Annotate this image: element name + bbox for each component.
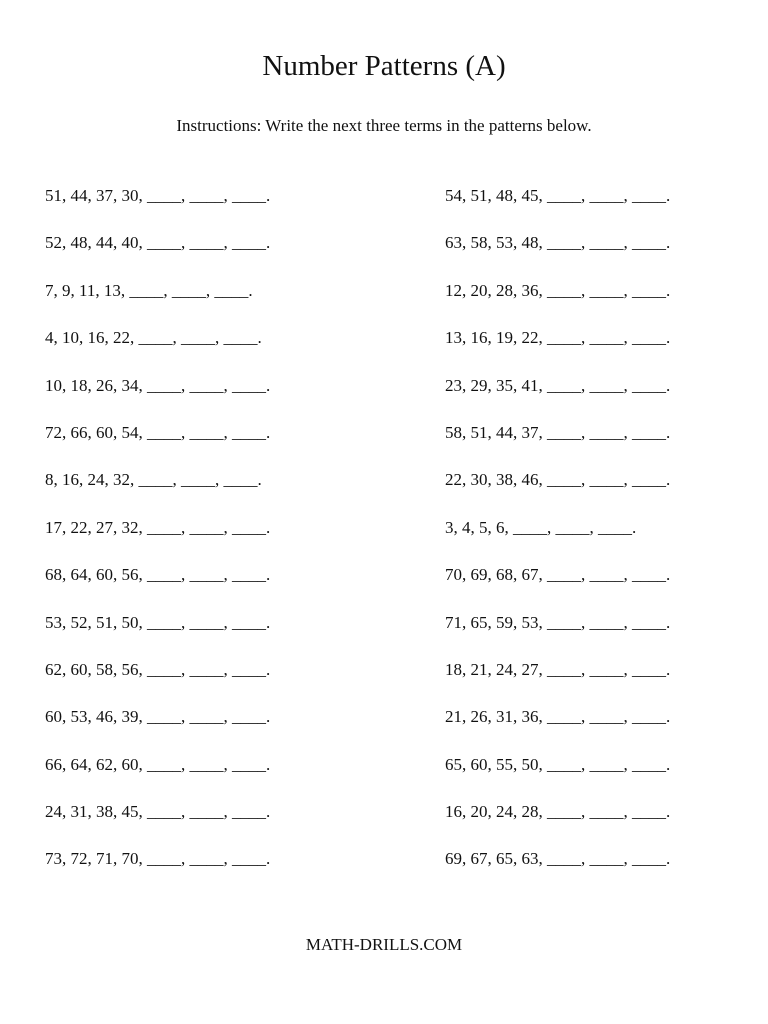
answer-blanks: , ____, ____, ____. (538, 707, 671, 727)
answer-blanks: , ____, ____, ____. (138, 565, 271, 585)
number-pattern-problem (445, 612, 768, 659)
answer-blanks: , ____, ____, ____. (130, 470, 262, 490)
answer-blanks: , ____, ____, ____. (538, 328, 671, 348)
footer-site-name: MATH-DRILLS.COM (305, 935, 463, 954)
pattern-terms: 63, 58, 53, 48 (445, 233, 539, 253)
number-pattern-problem (45, 375, 375, 422)
answer-blanks: , ____, ____, ____. (138, 802, 271, 822)
pattern-terms: 52, 48, 44, 40 (45, 233, 139, 253)
number-pattern-problem (445, 564, 768, 611)
instructions-text: Instructions: Write the next three terms in the patterns below. (176, 116, 592, 135)
answer-blanks: , ____, ____, ____. (538, 280, 671, 300)
pattern-terms: 62, 60, 58, 56 (45, 659, 139, 679)
number-pattern-problem (45, 232, 375, 279)
pattern-terms: 12, 20, 28, 36 (445, 280, 539, 300)
pattern-terms: 71, 65, 59, 53 (445, 612, 539, 632)
pattern-terms: 68, 64, 60, 56 (45, 565, 139, 585)
answer-blanks: , ____, ____, ____. (138, 422, 271, 442)
number-pattern-problem (45, 422, 375, 469)
pattern-terms: 53, 52, 51, 50 (45, 612, 139, 632)
pattern-terms: 73, 72, 71, 70 (45, 849, 139, 869)
number-pattern-problem (45, 801, 375, 848)
pattern-terms: 69, 67, 65, 63 (445, 849, 539, 869)
number-pattern-problem (445, 659, 768, 706)
pattern-terms: 66, 64, 62, 60 (45, 754, 139, 774)
pattern-terms: 17, 22, 27, 32 (45, 517, 139, 537)
pattern-terms: 18, 21, 24, 27 (445, 659, 539, 679)
number-pattern-problem (445, 801, 768, 848)
answer-blanks: , ____, ____, ____. (138, 707, 271, 727)
pattern-terms: 51, 44, 37, 30 (45, 186, 139, 205)
number-pattern-problem (445, 280, 768, 327)
pattern-terms: 24, 31, 38, 45 (45, 802, 139, 822)
answer-blanks: , ____, ____, ____. (120, 280, 253, 300)
pattern-terms: 21, 26, 31, 36 (445, 707, 539, 727)
answer-blanks: , ____, ____, ____. (538, 233, 671, 253)
number-pattern-problem (445, 327, 768, 374)
answer-blanks: , ____, ____, ____. (138, 517, 271, 537)
pattern-terms: 3, 4, 5, 6 (445, 517, 505, 537)
answer-blanks: , ____, ____, ____. (538, 802, 671, 822)
answer-blanks: , ____, ____, ____. (538, 612, 671, 632)
answer-blanks: , ____, ____, ____. (538, 754, 671, 774)
answer-blanks: , ____, ____, ____. (138, 186, 271, 205)
number-pattern-problem (445, 422, 768, 469)
number-pattern-problem (45, 280, 375, 327)
pattern-terms: 13, 16, 19, 22 (445, 328, 539, 348)
pattern-terms: 4, 10, 16, 22 (45, 328, 130, 348)
number-pattern-problem (445, 375, 768, 422)
answer-blanks: , ____, ____, ____. (504, 517, 637, 537)
pattern-terms: 70, 69, 68, 67 (445, 565, 539, 585)
right-problem-column (445, 185, 768, 896)
left-problem-column (45, 185, 375, 896)
number-pattern-problem (45, 564, 375, 611)
worksheet-title: Number Patterns (A) (262, 50, 506, 82)
number-pattern-problem (45, 659, 375, 706)
answer-blanks: , ____, ____, ____. (138, 612, 271, 632)
answer-blanks: , ____, ____, ____. (138, 849, 271, 869)
pattern-terms: 23, 29, 35, 41 (445, 375, 539, 395)
answer-blanks: , ____, ____, ____. (538, 849, 671, 869)
number-pattern-problem (45, 517, 375, 564)
answer-blanks: , ____, ____, ____. (538, 659, 671, 679)
answer-blanks: , ____, ____, ____. (138, 659, 271, 679)
number-pattern-problem (45, 612, 375, 659)
answer-blanks: , ____, ____, ____. (538, 470, 671, 490)
number-pattern-problem (445, 517, 768, 564)
answer-blanks: , ____, ____, ____. (538, 565, 671, 585)
number-pattern-problem (45, 706, 375, 753)
answer-blanks: , ____, ____, ____. (538, 186, 671, 205)
number-pattern-problem (45, 848, 375, 895)
number-pattern-problem (45, 469, 375, 516)
pattern-terms: 10, 18, 26, 34 (45, 375, 139, 395)
pattern-terms: 22, 30, 38, 46 (445, 470, 539, 490)
answer-blanks: , ____, ____, ____. (538, 422, 671, 442)
answer-blanks: , ____, ____, ____. (138, 375, 271, 395)
answer-blanks: , ____, ____, ____. (538, 375, 671, 395)
pattern-terms: 72, 66, 60, 54 (45, 422, 139, 442)
number-pattern-problem (45, 327, 375, 374)
number-pattern-problem (445, 706, 768, 753)
pattern-terms: 58, 51, 44, 37 (445, 422, 539, 442)
answer-blanks: , ____, ____, ____. (138, 754, 271, 774)
number-pattern-problem (445, 185, 768, 232)
number-pattern-problem (445, 848, 768, 895)
number-pattern-problem (445, 754, 768, 801)
pattern-terms: 60, 53, 46, 39 (45, 707, 139, 727)
number-pattern-problem (445, 232, 768, 279)
number-pattern-problem (45, 185, 375, 232)
pattern-terms: 54, 51, 48, 45 (445, 186, 539, 205)
number-pattern-problem (45, 754, 375, 801)
pattern-terms: 7, 9, 11, 13 (45, 280, 121, 300)
pattern-terms: 65, 60, 55, 50 (445, 754, 539, 774)
pattern-terms: 8, 16, 24, 32 (45, 470, 130, 490)
number-pattern-problem (445, 469, 768, 516)
pattern-terms: 16, 20, 24, 28 (445, 802, 539, 822)
answer-blanks: , ____, ____, ____. (130, 328, 262, 348)
answer-blanks: , ____, ____, ____. (138, 233, 271, 253)
